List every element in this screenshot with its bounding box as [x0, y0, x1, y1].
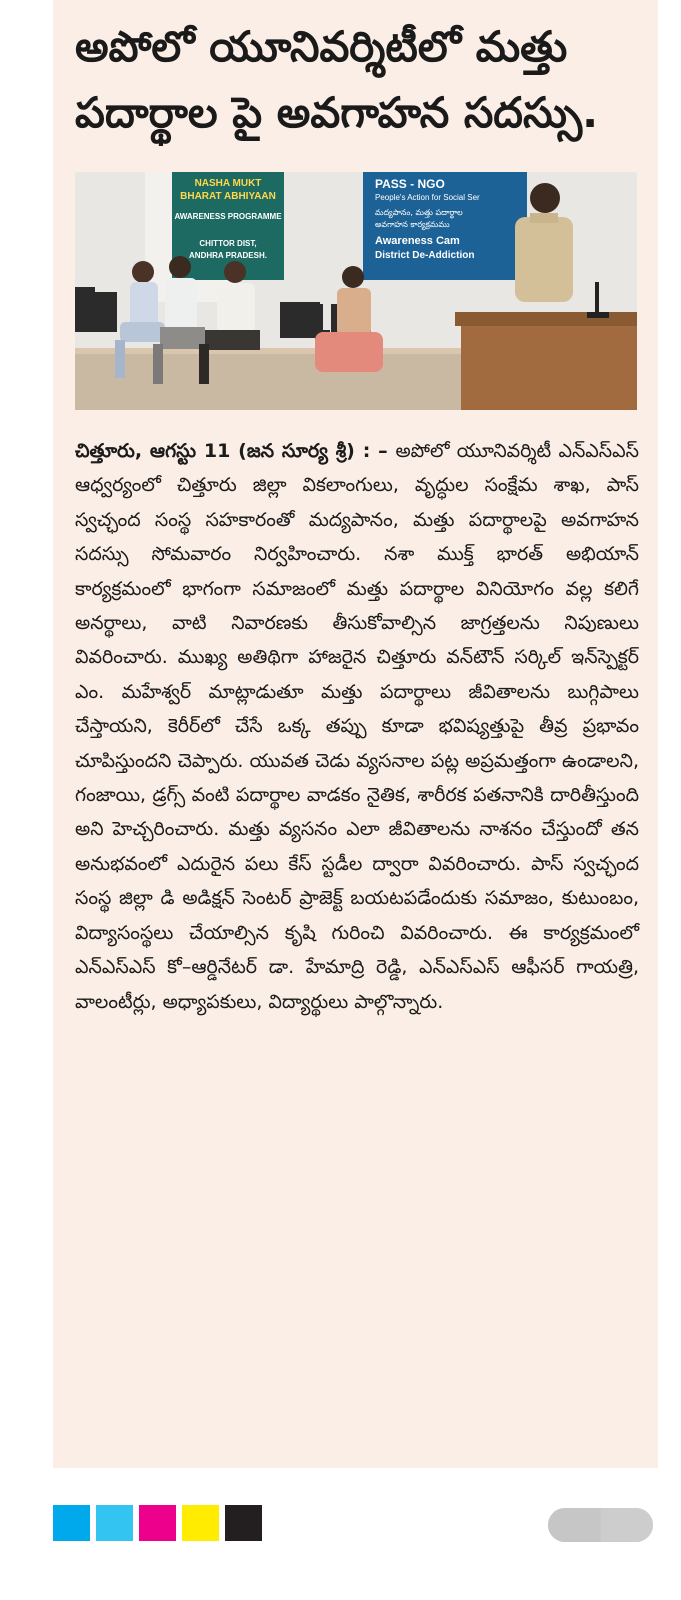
- swatch-light-cyan: [96, 1505, 133, 1541]
- banner-left-line-3: AWARENESS PROGRAMME: [174, 212, 282, 221]
- banner-left-line-2: BHARAT ABHIYAAN: [180, 191, 276, 202]
- banner-left-line-4: CHITTOR DIST,: [199, 239, 257, 248]
- headline-line-2: పదార్థాల పై అవగాహన సదస్సు.: [75, 88, 599, 137]
- banner-right-line-4: అవగాహన కార్యక్రమము: [375, 220, 450, 229]
- dateline: చిత్తూరు, ఆగస్టు 11 (జన సూర్య శ్రీ) : –: [75, 440, 396, 462]
- banner-left-line-1: NASHA MUKT: [194, 178, 262, 189]
- banner-right-line-5: Awareness Cam: [375, 235, 460, 247]
- banner-left-line-5: ANDHRA PRADESH.: [189, 251, 267, 260]
- swatch-yellow: [182, 1505, 219, 1541]
- article-body: [75, 434, 639, 1019]
- pager-previous[interactable]: [548, 1508, 600, 1542]
- swatch-cyan: [53, 1505, 90, 1541]
- page-navigation-pill[interactable]: [548, 1508, 653, 1542]
- event-photo: [75, 172, 637, 410]
- banner-right-line-3: మద్యపానం, మత్తు పదార్థాల: [375, 208, 463, 217]
- banner-pass-ngo: [363, 172, 527, 280]
- pager-next[interactable]: [601, 1508, 653, 1542]
- banner-right-line-2: People's Action for Social Ser: [375, 193, 480, 202]
- article-text: అపోలో యూనివర్శిటీ ఎన్ఎస్ఎస్ ఆధ్వర్యంలో చిత్తూరు జిల్లా వికలాంగులు, వృద్ధుల సంక్షేమ శాఖ, పాస్ స్వచ్ఛంద సంస్థ సహకారంతో మద్యపానం, మత్తు పదార్థాలపై అవగాహన సదస్సు సోమవారం నిర్వహించారు. నశా ముక్త్ భారత్ అభియాన్ కార్యక్రమంలో భాగంగా సమాజంలో మత్తు పదార్థాల వినియోగం వల్ల కలిగే అనర్థాలు, వాటి నివారణకు తీసుకోవాల్సిన జాగ్రత్తలను నిపుణులు వివరించారు. ముఖ్య అతిథిగా హాజరైన చిత్తూరు వన్‌టౌన్ సర్కిల్ ఇన్‌స్పెక్టర్ ఎం. మహేశ్వర్ మాట్లాడుతూ మత్తు పదార్థాలు జీవితాలను బుగ్గిపాలు చేస్తాయని, కెరీర్‌లో చేసే ఒక్క తప్పు కూడా భవిష్యత్తుపై తీవ్ర ప్రభావం చూపిస్తుందని చెప్పారు. యువత చెడు వ్యసనాల పట్ల అప్రమత్తంగా ఉండాలని, గంజాయి, డ్రగ్స్ వంటి పదార్థాల వాడకం నైతిక, శారీరక పతనానికి దారితీస్తుంది అని హెచ్చరించారు. మత్తు వ్యసనం ఎలా జీవితాలను నాశనం చేస్తుందో తన అనుభవంలో ఎదురైన పలు కేస్ స్టడీల ద్వారా వివరించారు. పాస్ స్వచ్ఛంద సంస్థ జిల్లా డి అడిక్షన్ సెంటర్ ప్రాజెక్ట్ బయటపడేందుకు సమాజం, కుటుంబం, విద్యాసంస్థలు చేయాల్సిన కృషి గురించి వివరించారు. ఈ కార్యక్రమంలో ఎన్ఎస్ఎస్ కో–ఆర్డినేటర్ డా. హేమాద్రి రెడ్డి, ఎన్ఎస్ఎస్ ఆఫీసర్ గాయత్రి, వాలంటీర్లు, అధ్యాపకులు, విద్యార్థులు పాల్గొన్నారు.: [75, 440, 639, 1013]
- banner-right-line-1: PASS - NGO: [375, 177, 445, 191]
- headline: [75, 14, 645, 146]
- color-registration-bar: [53, 1505, 262, 1541]
- banner-right-line-6: District De-Addiction: [375, 250, 475, 261]
- swatch-magenta: [139, 1505, 176, 1541]
- swatch-black: [225, 1505, 262, 1541]
- headline-line-1: అపోలో యూనివర్శిటీలో మత్తు: [75, 22, 568, 71]
